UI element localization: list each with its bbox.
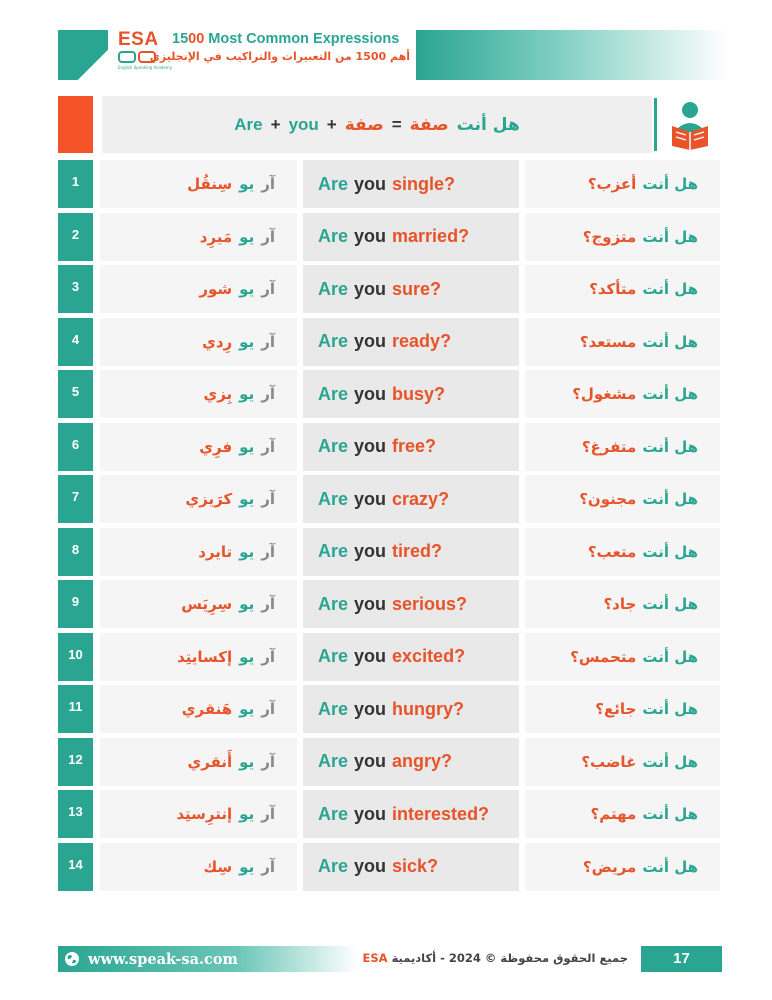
english-you: you bbox=[354, 646, 387, 666]
english-word: interested? bbox=[392, 803, 490, 824]
arabic-hal-ant: هل أنت bbox=[642, 332, 698, 351]
translit-ar: آر bbox=[261, 595, 275, 613]
english-word: tired? bbox=[392, 541, 443, 561]
english-cell bbox=[303, 528, 519, 576]
translit-word: رِدي bbox=[202, 332, 233, 351]
translit-ar: آر bbox=[261, 752, 275, 771]
arabic-cell bbox=[525, 423, 720, 471]
english-are: Are bbox=[318, 698, 349, 719]
arabic-word: جائع؟ bbox=[595, 700, 637, 718]
transliteration-cell bbox=[100, 580, 297, 628]
arabic-word: مريض؟ bbox=[582, 857, 637, 876]
arabic-cell bbox=[525, 213, 720, 261]
row-number: 2 bbox=[58, 213, 93, 261]
english-cell bbox=[303, 318, 519, 366]
row-number: 14 bbox=[58, 843, 93, 891]
table-row bbox=[58, 317, 720, 370]
formula-plus: + bbox=[270, 114, 281, 134]
transliteration-cell bbox=[100, 160, 297, 208]
table-row bbox=[58, 632, 720, 685]
page-number: 17 bbox=[641, 946, 722, 972]
table-row bbox=[58, 474, 720, 527]
arabic-word: متزوج؟ bbox=[582, 227, 637, 246]
arabic-hal-ant: هل أنت bbox=[642, 647, 698, 666]
table-row bbox=[58, 842, 720, 895]
translit-yu: يو bbox=[239, 647, 255, 666]
arabic-hal-ant: هل أنت bbox=[642, 595, 698, 613]
translit-yu: يو bbox=[239, 857, 255, 876]
english-word: angry? bbox=[392, 751, 453, 771]
translit-yu: يو bbox=[239, 542, 255, 561]
arabic-cell bbox=[525, 160, 720, 208]
formula-adjective-ar: صفة bbox=[409, 114, 449, 135]
title-rest: Most Common Expressions bbox=[204, 31, 400, 47]
transliteration-cell bbox=[100, 423, 297, 471]
table-row bbox=[58, 369, 720, 422]
english-you: you bbox=[354, 436, 387, 456]
arabic-word: أعزب؟ bbox=[587, 175, 637, 193]
english-are: Are bbox=[318, 541, 349, 561]
english-you: you bbox=[354, 803, 387, 824]
header-accent-right bbox=[416, 30, 728, 80]
table-row bbox=[58, 684, 720, 737]
translit-word: هَنقري bbox=[181, 700, 233, 718]
translit-yu: يو bbox=[239, 385, 255, 403]
english-word: ready? bbox=[392, 331, 452, 351]
translit-word: بِزي bbox=[203, 385, 233, 403]
arabic-hal-ant: هل أنت bbox=[642, 857, 698, 876]
english-word: married? bbox=[392, 226, 470, 246]
english-word: free? bbox=[392, 436, 437, 456]
transliteration-cell bbox=[100, 265, 297, 313]
english-are: Are bbox=[318, 803, 349, 824]
arabic-hal-ant: هل أنت bbox=[642, 437, 698, 456]
english-are: Are bbox=[318, 331, 349, 351]
transliteration-cell bbox=[100, 843, 297, 891]
translit-ar: آر bbox=[261, 857, 275, 876]
english-word: sick? bbox=[392, 856, 439, 876]
arabic-word: مجنون؟ bbox=[579, 490, 637, 508]
translit-word: إنترِستِد bbox=[176, 805, 233, 823]
english-you: you bbox=[354, 698, 387, 719]
copyright-brand: ESA bbox=[362, 951, 388, 965]
english-cell bbox=[303, 370, 519, 418]
logo-tagline: English Speaking Academy bbox=[118, 65, 173, 70]
english-are: Are bbox=[318, 436, 349, 456]
arabic-cell bbox=[525, 528, 720, 576]
translit-yu: يو bbox=[239, 752, 255, 771]
arabic-word: مشغول؟ bbox=[572, 385, 637, 403]
formula-banner bbox=[102, 96, 652, 153]
subtitle-wrap bbox=[149, 50, 410, 68]
translit-word: مَيرِد bbox=[199, 227, 233, 246]
english-you: you bbox=[354, 856, 387, 876]
table-row bbox=[58, 789, 720, 842]
arabic-word: مهتم؟ bbox=[590, 805, 637, 823]
row-number: 10 bbox=[58, 633, 93, 681]
arabic-cell bbox=[525, 318, 720, 366]
translit-word: شور bbox=[199, 280, 233, 298]
row-number: 9 bbox=[58, 580, 93, 628]
arabic-cell bbox=[525, 790, 720, 838]
copyright bbox=[362, 951, 628, 969]
arabic-hal-ant: هل أنت bbox=[642, 175, 698, 193]
translit-ar: آر bbox=[261, 700, 275, 718]
page-subtitle: أهم 1500 من التعبيرات والتراكيب في الإنجليزي bbox=[149, 50, 410, 63]
translit-word: فرِي bbox=[199, 437, 233, 456]
transliteration-cell bbox=[100, 633, 297, 681]
transliteration-cell bbox=[100, 790, 297, 838]
english-are: Are bbox=[318, 856, 349, 876]
translit-ar: آر bbox=[261, 227, 275, 246]
table-row bbox=[58, 579, 720, 632]
title-accent: 00 bbox=[188, 31, 205, 47]
table-row bbox=[58, 212, 720, 265]
transliteration-cell bbox=[100, 528, 297, 576]
translit-yu: يو bbox=[239, 175, 255, 193]
formula-accent bbox=[58, 96, 93, 153]
arabic-cell bbox=[525, 580, 720, 628]
english-cell bbox=[303, 475, 519, 523]
row-number: 4 bbox=[58, 318, 93, 366]
formula-equals: = bbox=[391, 114, 402, 134]
english-cell bbox=[303, 580, 519, 628]
arabic-cell bbox=[525, 633, 720, 681]
english-you: you bbox=[354, 226, 387, 246]
arabic-cell bbox=[525, 370, 720, 418]
translit-yu: يو bbox=[239, 805, 255, 823]
formula-plus: + bbox=[326, 114, 337, 134]
arabic-word: متفرغ؟ bbox=[581, 437, 637, 456]
translit-ar: آر bbox=[261, 542, 275, 561]
english-word: crazy? bbox=[392, 488, 450, 509]
english-are: Are bbox=[318, 226, 349, 246]
transliteration-cell bbox=[100, 370, 297, 418]
globe-icon bbox=[64, 951, 80, 967]
table-row bbox=[58, 527, 720, 580]
translit-yu: يو bbox=[239, 332, 255, 351]
reader-icon bbox=[668, 100, 712, 150]
english-are: Are bbox=[318, 751, 349, 771]
english-are: Are bbox=[318, 488, 349, 509]
english-cell bbox=[303, 790, 519, 838]
translit-ar: آر bbox=[261, 805, 275, 823]
translit-word: سِنقُل bbox=[187, 175, 233, 193]
arabic-word: مستعد؟ bbox=[579, 332, 637, 351]
arabic-cell bbox=[525, 475, 720, 523]
header-accent-left bbox=[58, 30, 108, 80]
logo-text: ESA bbox=[118, 29, 159, 50]
table-row bbox=[58, 737, 720, 790]
english-cell bbox=[303, 423, 519, 471]
arabic-hal-ant: هل أنت bbox=[642, 227, 698, 246]
table-row bbox=[58, 422, 720, 475]
english-are: Are bbox=[318, 593, 349, 614]
english-word: sure? bbox=[392, 278, 442, 299]
translit-ar: آر bbox=[261, 490, 275, 508]
arabic-cell bbox=[525, 843, 720, 891]
translit-ar: آر bbox=[261, 647, 275, 666]
translit-yu: يو bbox=[239, 227, 255, 246]
english-cell bbox=[303, 738, 519, 786]
arabic-hal-ant: هل أنت bbox=[642, 280, 698, 298]
title-prefix: 15 bbox=[172, 31, 189, 47]
english-word: serious? bbox=[392, 593, 468, 614]
row-number: 5 bbox=[58, 370, 93, 418]
translit-yu: يو bbox=[239, 700, 255, 718]
english-are: Are bbox=[318, 646, 349, 666]
formula-divider bbox=[654, 98, 657, 151]
arabic-word: متعب؟ bbox=[587, 542, 637, 561]
translit-word: سِك bbox=[203, 857, 233, 876]
arabic-hal-ant: هل أنت bbox=[642, 752, 698, 771]
arabic-word: متحمس؟ bbox=[570, 647, 637, 666]
english-are: Are bbox=[318, 173, 349, 194]
row-number: 6 bbox=[58, 423, 93, 471]
english-are: Are bbox=[318, 278, 349, 299]
english-you: you bbox=[354, 541, 387, 561]
translit-yu: يو bbox=[239, 595, 255, 613]
table-row bbox=[58, 264, 720, 317]
row-number: 8 bbox=[58, 528, 93, 576]
copyright-text: جميع الحقوق محفوظة © 2024 - أكاديمية bbox=[391, 951, 628, 965]
table-row bbox=[58, 159, 720, 212]
english-are: Are bbox=[318, 383, 349, 404]
footer-url-bar bbox=[58, 946, 358, 972]
expressions-table bbox=[58, 159, 720, 894]
formula-hal-ant: هل أنت bbox=[456, 114, 520, 135]
row-number: 1 bbox=[58, 160, 93, 208]
arabic-hal-ant: هل أنت bbox=[642, 490, 698, 508]
row-number: 11 bbox=[58, 685, 93, 733]
transliteration-cell bbox=[100, 685, 297, 733]
english-you: you bbox=[354, 383, 387, 404]
formula-are: Are bbox=[234, 114, 263, 134]
translit-ar: آر bbox=[261, 332, 275, 351]
row-number: 7 bbox=[58, 475, 93, 523]
formula-you: you bbox=[288, 114, 319, 134]
translit-ar: آر bbox=[261, 437, 275, 456]
english-you: you bbox=[354, 488, 387, 509]
english-you: you bbox=[354, 173, 387, 194]
english-you: you bbox=[354, 751, 387, 771]
translit-ar: آر bbox=[261, 175, 275, 193]
transliteration-cell bbox=[100, 475, 297, 523]
english-you: you bbox=[354, 593, 387, 614]
english-cell bbox=[303, 160, 519, 208]
translit-yu: يو bbox=[239, 437, 255, 456]
english-word: hungry? bbox=[392, 698, 465, 719]
english-cell bbox=[303, 843, 519, 891]
transliteration-cell bbox=[100, 738, 297, 786]
translit-word: كرَيزي bbox=[185, 490, 233, 508]
english-cell bbox=[303, 213, 519, 261]
row-number: 3 bbox=[58, 265, 93, 313]
website-link[interactable]: www.speak-sa.com bbox=[88, 950, 238, 968]
translit-ar: آر bbox=[261, 385, 275, 403]
translit-yu: يو bbox=[239, 490, 255, 508]
row-number: 13 bbox=[58, 790, 93, 838]
arabic-hal-ant: هل أنت bbox=[642, 542, 698, 561]
arabic-cell bbox=[525, 265, 720, 313]
english-you: you bbox=[354, 331, 387, 351]
arabic-word: متأكد؟ bbox=[589, 280, 637, 298]
english-cell bbox=[303, 685, 519, 733]
translit-word: إكسايتِد bbox=[176, 647, 233, 666]
transliteration-cell bbox=[100, 318, 297, 366]
arabic-hal-ant: هل أنت bbox=[642, 385, 698, 403]
page-title bbox=[172, 31, 399, 47]
row-number: 12 bbox=[58, 738, 93, 786]
english-word: excited? bbox=[392, 646, 466, 666]
translit-yu: يو bbox=[239, 280, 255, 298]
english-you: you bbox=[354, 278, 387, 299]
arabic-cell bbox=[525, 685, 720, 733]
english-word: busy? bbox=[392, 383, 446, 404]
translit-word: أَنقري bbox=[187, 752, 233, 771]
transliteration-cell bbox=[100, 213, 297, 261]
arabic-word: غاضب؟ bbox=[581, 752, 637, 771]
arabic-word: جاد؟ bbox=[603, 595, 637, 613]
english-cell bbox=[303, 633, 519, 681]
english-cell bbox=[303, 265, 519, 313]
translit-word: سِرِيَس bbox=[181, 595, 233, 613]
translit-word: تايرد bbox=[198, 542, 233, 561]
arabic-cell bbox=[525, 738, 720, 786]
translit-ar: آر bbox=[261, 280, 275, 298]
arabic-hal-ant: هل أنت bbox=[642, 805, 698, 823]
formula-adjective: صفة bbox=[344, 114, 384, 135]
arabic-hal-ant: هل أنت bbox=[642, 700, 698, 718]
english-word: single? bbox=[392, 173, 456, 194]
